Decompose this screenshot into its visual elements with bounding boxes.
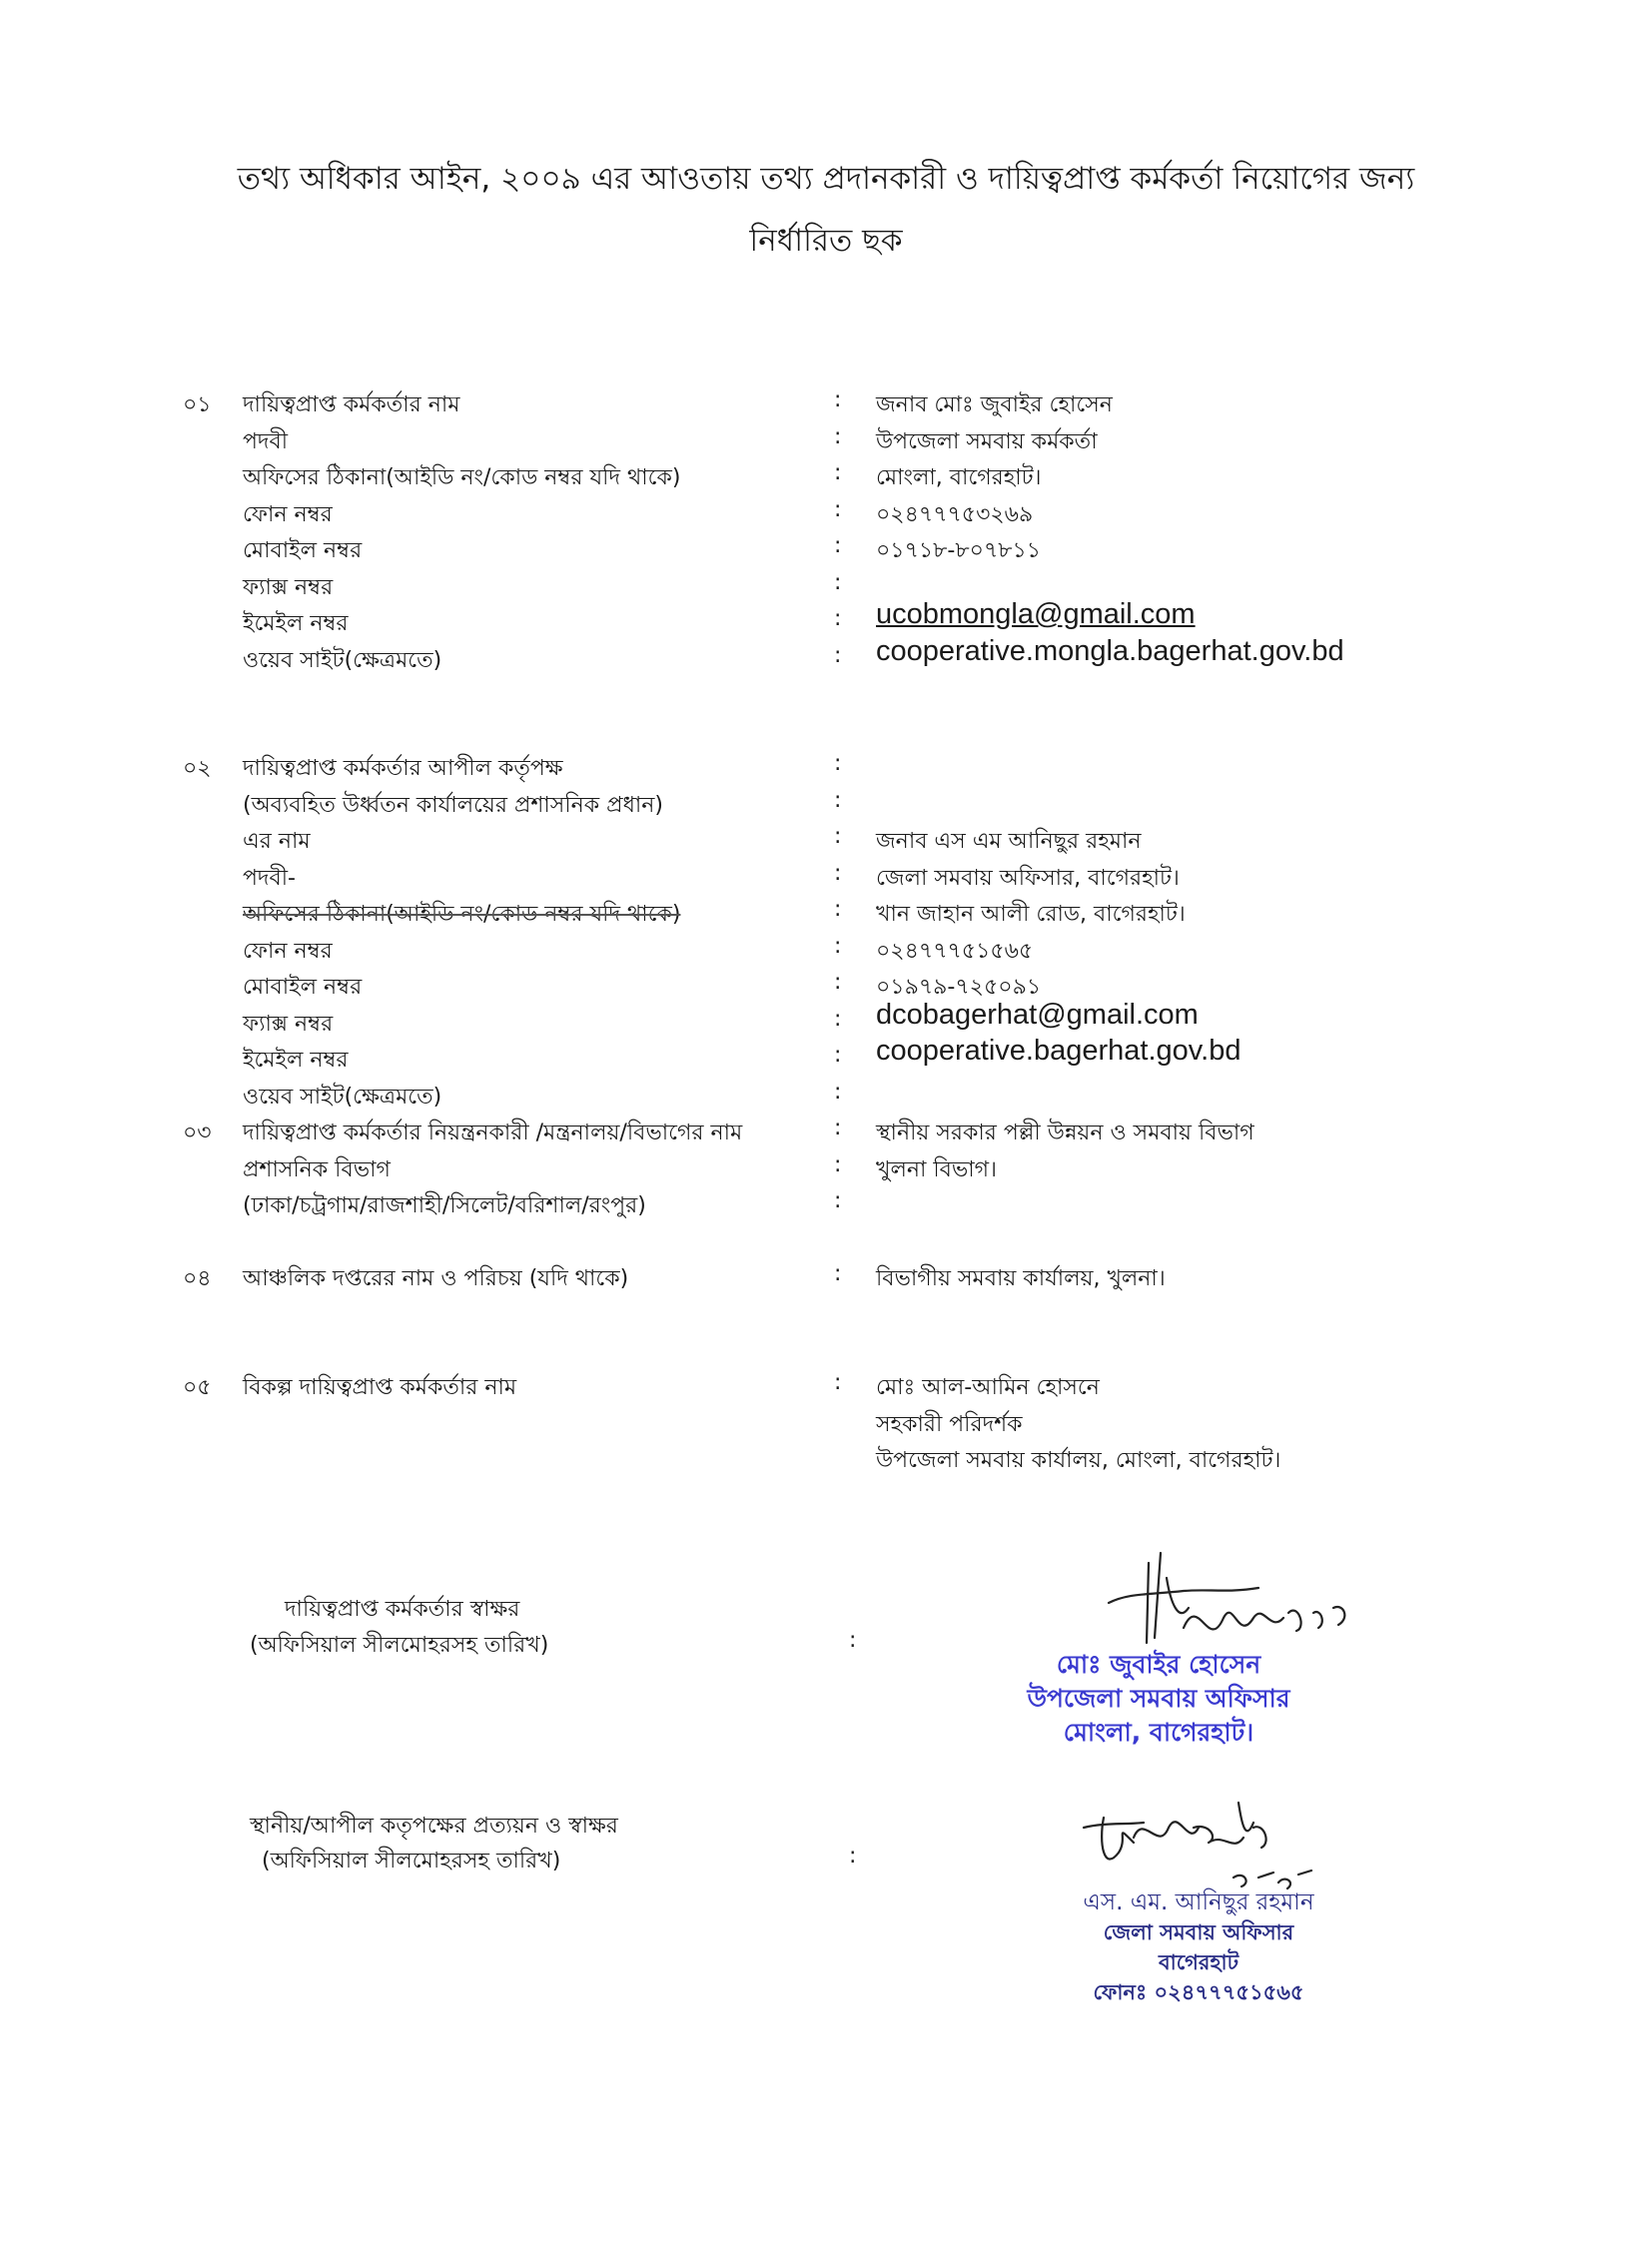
form-row xyxy=(0,824,1652,861)
field-value: ০২৪৭৭৭৫১৫৬৫ xyxy=(876,938,1034,964)
form-row xyxy=(0,1152,1652,1189)
field-label: ওয়েব সাইট(ক্ষেত্রমতে) xyxy=(243,647,442,673)
email-value: dcobagerhat@gmail.com xyxy=(876,998,1199,1031)
colon: : xyxy=(834,751,842,776)
form-row xyxy=(0,751,1652,788)
form-row xyxy=(0,1443,1652,1480)
section-number: ০৪ xyxy=(183,1266,212,1291)
form-row xyxy=(0,387,1652,424)
field-label: অফিসের ঠিকানা(আইডি নং/কোড নম্বর যদি থাকে) xyxy=(243,902,681,927)
colon: : xyxy=(834,1261,842,1286)
officer-seal xyxy=(1009,1648,1308,1750)
colon: : xyxy=(834,423,842,449)
form-row xyxy=(0,1261,1652,1298)
colon: : xyxy=(834,569,842,595)
field-value: জনাব মোঃ জুবাইর হোসেন xyxy=(876,392,1113,417)
colon: : xyxy=(834,933,842,959)
form-row xyxy=(0,598,1652,643)
document-title xyxy=(150,148,1502,272)
form-row xyxy=(0,788,1652,825)
field-label: অফিসের ঠিকানা(আইডি নং/কোড নম্বর যদি থাকে) xyxy=(243,465,681,490)
colon: : xyxy=(834,860,842,886)
form-row xyxy=(0,934,1652,971)
section-number: ০৫ xyxy=(183,1375,212,1400)
section-05 xyxy=(0,1370,1652,1480)
field-value: উপজেলা সমবায় কার্যালয়, মোংলা, বাগেরহাট। xyxy=(876,1448,1281,1473)
field-label: ফোন নম্বর xyxy=(243,938,333,964)
field-label: পদবী- xyxy=(243,865,296,891)
form-row xyxy=(0,861,1652,898)
field-label: ফ্যাক্স নম্বর xyxy=(243,574,334,600)
field-value: খান জাহান আলী রোড, বাগেরহাট। xyxy=(876,902,1186,927)
form-row xyxy=(0,970,1652,1007)
field-value: মোঃ আল-আমিন হোসনে xyxy=(876,1375,1100,1400)
colon: : xyxy=(834,787,842,813)
field-value: ০১৭১৮-৮০৭৮১১ xyxy=(876,538,1042,563)
field-label: ওয়েব সাইট(ক্ষেত্রমতে) xyxy=(243,1084,442,1110)
section-01 xyxy=(0,387,1652,679)
form-row xyxy=(0,1080,1652,1117)
form-row xyxy=(0,497,1652,534)
colon: : xyxy=(834,533,842,558)
form-row xyxy=(0,1407,1652,1444)
title-line-1: তথ্য অধিকার আইন, ২০০৯ এর আওতায় তথ্য প্রদানকারী ও দায়িত্বপ্রাপ্ত কর্মকর্তা নিয়োগের জন্য xyxy=(237,161,1415,197)
email-value: ucobmongla@gmail.com xyxy=(876,598,1196,630)
field-value: মোংলা, বাগেরহাট। xyxy=(876,465,1042,490)
field-value: উপজেলা সমবায় কর্মকর্তা xyxy=(876,428,1098,454)
colon: : xyxy=(834,496,842,522)
title-line-2: নির্ধারিত ছক xyxy=(749,223,903,259)
appeal-seal xyxy=(1039,1888,1358,2007)
field-label: প্রশাসনিক বিভাগ xyxy=(243,1156,391,1182)
seal-line: এস. এম. আনিছুর রহমান xyxy=(1083,1889,1314,1915)
field-value: ০১৯৭৯-৭২৫০৯১ xyxy=(876,975,1042,1000)
field-value: সহকারী পরিদর্শক xyxy=(876,1411,1023,1437)
field-label: দায়িত্বপ্রাপ্ত কর্মকর্তার আপীল কর্তৃপক্ষ xyxy=(243,756,563,781)
field-label: দায়িত্বপ্রাপ্ত কর্মকর্তার নাম xyxy=(243,392,460,417)
form-row xyxy=(0,424,1652,461)
colon: : xyxy=(834,1188,842,1213)
section-number: ০১ xyxy=(183,392,212,417)
field-label: (ঢাকা/চট্রগাম/রাজশাহী/সিলেট/বরিশাল/রংপুর) xyxy=(243,1193,646,1218)
section-04 xyxy=(0,1261,1652,1298)
section-03 xyxy=(0,1116,1652,1225)
field-label: আঞ্চলিক দপ্তরের নাম ও পরিচয় (যদি থাকে) xyxy=(243,1266,629,1291)
field-label: ইমেইল নম্বর xyxy=(243,611,349,636)
field-label: দায়িত্বপ্রাপ্ত কর্মকর্তার নিয়ন্ত্রনকারী /মন্ত্রনালয়/বিভাগের নাম xyxy=(243,1121,743,1145)
form-row xyxy=(0,897,1652,934)
seal-line: ফোনঃ ০২৪৭৭৭৫১৫৬৫ xyxy=(1093,1980,1304,2004)
colon: : xyxy=(834,1079,842,1105)
colon: : xyxy=(834,606,842,631)
colon: : xyxy=(834,824,842,849)
colon: : xyxy=(849,1844,857,1869)
field-label: (অব্যবহিত উর্ধ্বতন কার্যালয়ের প্রশাসনিক প্রধান) xyxy=(243,792,663,818)
colon: : xyxy=(834,460,842,485)
field-value: ০২৪৭৭৭৫৩২৬৯ xyxy=(876,501,1034,527)
field-value: স্থানীয় সরকার পল্লী উন্নয়ন ও সমবায় বিভাগ xyxy=(876,1121,1254,1145)
seal-line: জেলা সমবায় অফিসার xyxy=(1103,1920,1294,1944)
field-value: খুলনা বিভাগ। xyxy=(876,1156,997,1182)
website-value: cooperative.mongla.bagerhat.gov.bd xyxy=(876,634,1344,667)
officer-signature-label: দায়িত্বপ্রাপ্ত কর্মকর্তার স্বাক্ষর xyxy=(285,1597,520,1622)
form-row xyxy=(0,634,1652,680)
appeal-signature-sublabel: (অফিসিয়াল সীলমোহরসহ তারিখ) xyxy=(262,1849,561,1874)
field-value: বিভাগীয় সমবায় কার্যালয়, খুলনা। xyxy=(876,1266,1166,1291)
field-label: মোবাইল নম্বর xyxy=(243,975,363,1000)
colon: : xyxy=(834,1116,842,1140)
website-value: cooperative.bagerhat.gov.bd xyxy=(876,1035,1241,1067)
form-row xyxy=(0,1370,1652,1407)
form-row xyxy=(0,570,1652,607)
field-value: জনাব এস এম আনিছুর রহমান xyxy=(876,829,1142,854)
colon: : xyxy=(834,1151,842,1177)
seal-line: মোংলা, বাগেরহাট। xyxy=(1063,1718,1254,1747)
seal-line: বাগেরহাট xyxy=(1158,1950,1239,1974)
form-row xyxy=(0,1188,1652,1225)
field-label: ফ্যাক্স নম্বর xyxy=(243,1011,334,1037)
form-row xyxy=(0,1035,1652,1080)
colon: : xyxy=(834,1043,842,1068)
form-row xyxy=(0,998,1652,1044)
section-number: ০২ xyxy=(183,756,212,781)
field-label: মোবাইল নম্বর xyxy=(243,538,363,563)
field-label: পদবী xyxy=(243,428,289,454)
seal-line: মোঃ জুবাইর হোসেন xyxy=(1056,1650,1261,1679)
form-row xyxy=(0,1116,1652,1152)
colon: : xyxy=(834,387,842,412)
field-label: বিকল্প দায়িত্বপ্রাপ্ত কর্মকর্তার নাম xyxy=(243,1375,517,1400)
form-row xyxy=(0,460,1652,497)
section-number: ০৩ xyxy=(183,1121,212,1145)
colon: : xyxy=(834,1370,842,1395)
colon: : xyxy=(834,897,842,922)
colon: : xyxy=(834,1006,842,1032)
form-row xyxy=(0,533,1652,570)
seal-line: উপজেলা সমবায় অফিসার xyxy=(1027,1684,1290,1713)
officer-signature-sublabel: (অফিসিয়াল সীলমোহরসহ তারিখ) xyxy=(250,1633,549,1658)
field-value: জেলা সমবায় অফিসার, বাগেরহাট। xyxy=(876,865,1180,891)
field-label: ইমেইল নম্বর xyxy=(243,1048,349,1073)
colon: : xyxy=(834,970,842,995)
colon: : xyxy=(834,642,842,668)
field-label: ফোন নম্বর xyxy=(243,501,333,527)
colon: : xyxy=(849,1628,857,1653)
field-label: এর নাম xyxy=(243,829,311,854)
section-02 xyxy=(0,751,1652,1116)
appeal-signature-label: স্থানীয়/আপীল কতৃপক্ষের প্রত্যয়ন ও স্বাক্ষর xyxy=(250,1814,618,1839)
